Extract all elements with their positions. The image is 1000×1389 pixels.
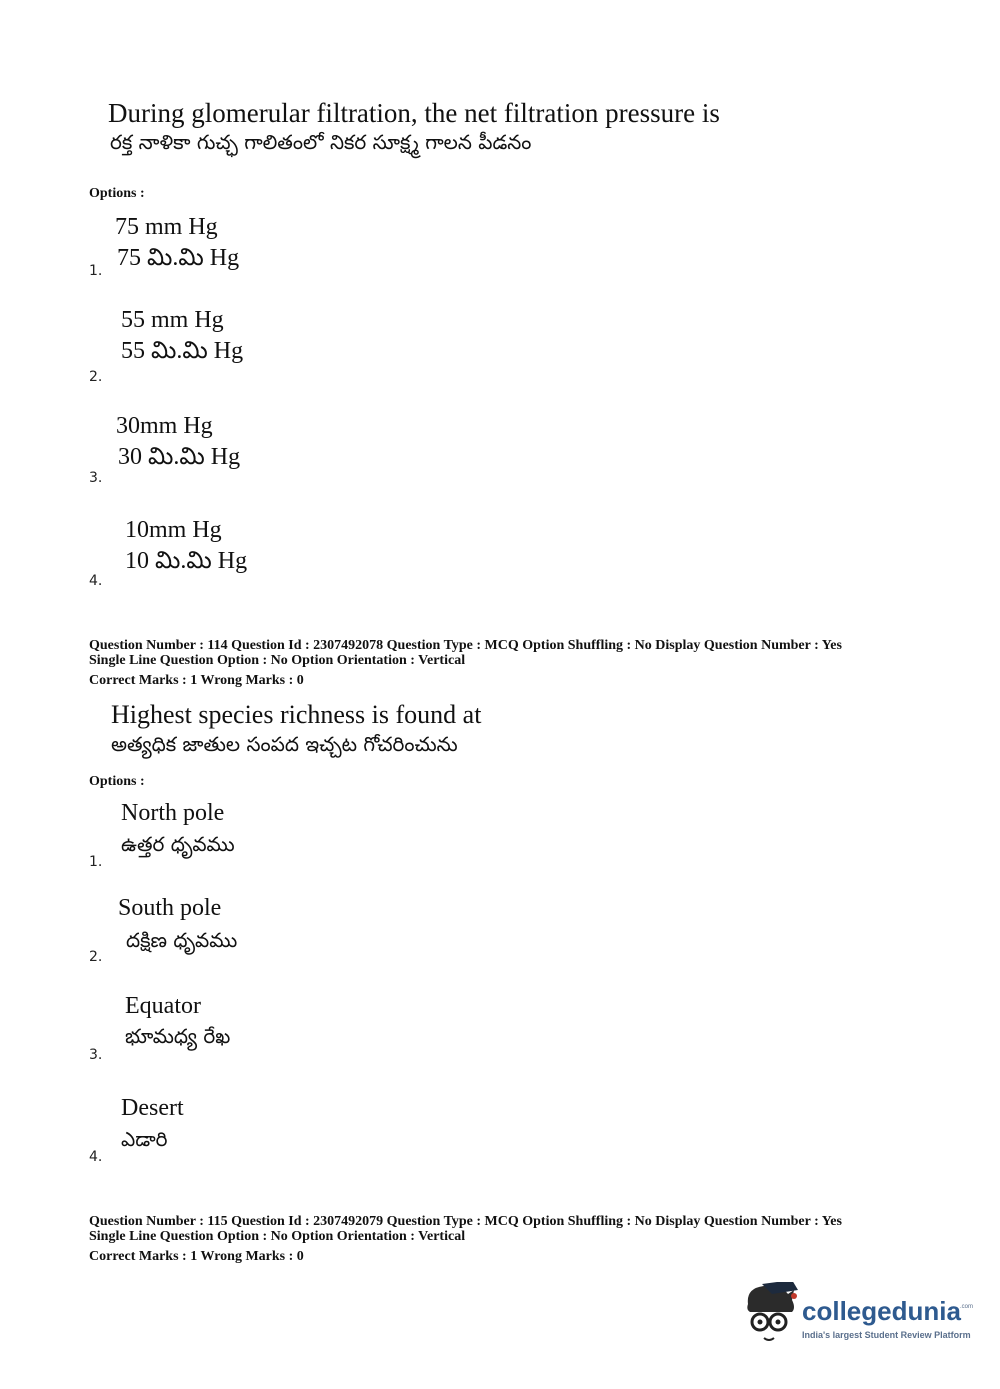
option-number: 4. [89,1149,103,1165]
option-text-en: 30mm Hg [116,413,213,439]
option-text-te: ఎడారి [121,1127,168,1151]
option-number: 2. [89,949,103,965]
question-meta: Question Number : 115 Question Id : 2307492079 Question Type : MCQ Option Shuffling : No Display Question Number : Yes [89,1214,842,1229]
question-text-te: అత్యధిక జాతుల సంపద ఇచ్చట గోచరించును [111,732,458,756]
logo-suffix: .com [960,1304,974,1310]
question-meta: Question Number : 114 Question Id : 2307492078 Question Type : MCQ Option Shuffling : No Display Question Number : Yes [89,638,842,653]
options-label: Options : [89,186,145,201]
option-number: 4. [89,573,103,589]
option-text-en: South pole [118,895,222,921]
option-text-te: 10 మి.మి Hg [125,548,248,574]
question-meta-2: Single Line Question Option : No Option Orientation : Vertical [89,1229,466,1244]
question-text-en: During glomerular filtration, the net filtration pressure is [108,98,720,128]
logo-name: collegedunia [802,1296,961,1326]
question-text-te: రక్త నాళికా గుచ్ఛ గాలితంలో నికర సూక్ష్మ గాలన పీడనం [110,130,532,154]
option-text-en: Equator [125,993,201,1019]
option-text-te: దక్షిణ ధృవము [126,928,238,952]
option-text-en: 55 mm Hg [121,307,224,333]
option-text-te: 30 మి.మి Hg [118,444,241,470]
logo-tagline: India's largest Student Review Platform [802,1330,971,1340]
question-meta-2: Single Line Question Option : No Option Orientation : Vertical [89,653,466,668]
option-text-en: 10mm Hg [125,517,222,543]
option-text-te: భూమధ్య రేఖ [125,1024,231,1048]
collegedunia-logo [742,1282,992,1352]
option-text-te: 55 మి.మి Hg [121,338,244,364]
option-number: 1. [89,854,103,870]
option-number: 3. [89,1047,103,1063]
options-label: Options : [89,774,145,789]
option-text-en: North pole [121,800,225,826]
option-number: 3. [89,470,103,486]
mascot-icon [742,1282,800,1348]
option-text-te: 75 మి.మి Hg [117,245,240,271]
question-marks: Correct Marks : 1 Wrong Marks : 0 [89,673,304,688]
option-text-en: Desert [121,1095,184,1121]
option-text-en: 75 mm Hg [115,214,218,240]
option-text-te: ఉత్తర ధృవము [121,832,235,856]
option-number: 2. [89,369,103,385]
question-marks: Correct Marks : 1 Wrong Marks : 0 [89,1249,304,1264]
option-number: 1. [89,263,103,279]
question-text-en: Highest species richness is found at [111,700,482,729]
